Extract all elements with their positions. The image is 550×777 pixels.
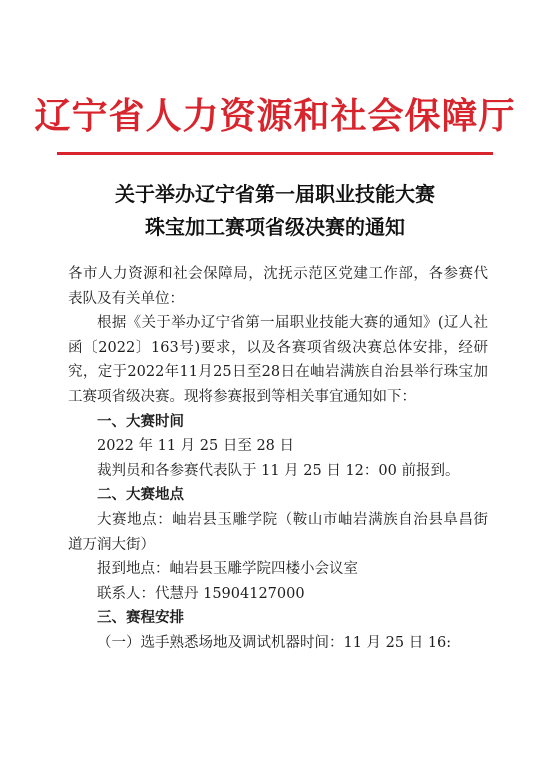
section-3-heading: 三、赛程安排 — [97, 610, 184, 627]
contest-venue: 大赛地点：岫岩县玉雕学院（鞍山市岫岩满族自治县阜昌街道万润大街） — [68, 511, 488, 553]
title-line-1: 关于举办辽宁省第一届职业技能大赛 — [115, 182, 435, 206]
salutation: 各市人力资源和社会保障局，沈抚示范区党建工作部，各参赛代表队及有关单位： — [68, 266, 488, 307]
section-1-heading: 一、大赛时间 — [97, 413, 184, 430]
checkin-location: 报到地点：岫岩县玉雕学院四楼小会议室 — [97, 561, 358, 578]
checkin-deadline: 裁判员和各参赛代表队于 11 月 25 日 12：00 前报到。 — [97, 462, 460, 479]
contest-dates: 2022 年 11 月 25 日至 28 日 — [97, 438, 295, 455]
intro-paragraph: 根据《关于举办辽宁省第一届职业技能大赛的通知》(辽人社函〔2022〕163号)要求，以及各赛项省级决赛总体安排，经研究，定于2022年11月25日至28日在岫岩满族自治县举行珠宝加工赛项省级决赛。现将参赛报到等相关事宜通知如下： — [68, 315, 488, 405]
contact-person: 联系人：代慧丹 15904127000 — [97, 585, 305, 602]
document-body — [68, 262, 488, 656]
section-2-heading: 二、大赛地点 — [97, 487, 184, 504]
red-divider-line — [57, 152, 493, 155]
schedule-item-1: （一）选手熟悉场地及调试机器时间：11 月 25 日 16: — [97, 634, 452, 651]
agency-masthead: 辽宁省人力资源和社会保障厅 — [34, 95, 516, 137]
title-line-2: 珠宝加工赛项省级决赛的通知 — [145, 215, 405, 239]
document-title — [0, 178, 550, 244]
